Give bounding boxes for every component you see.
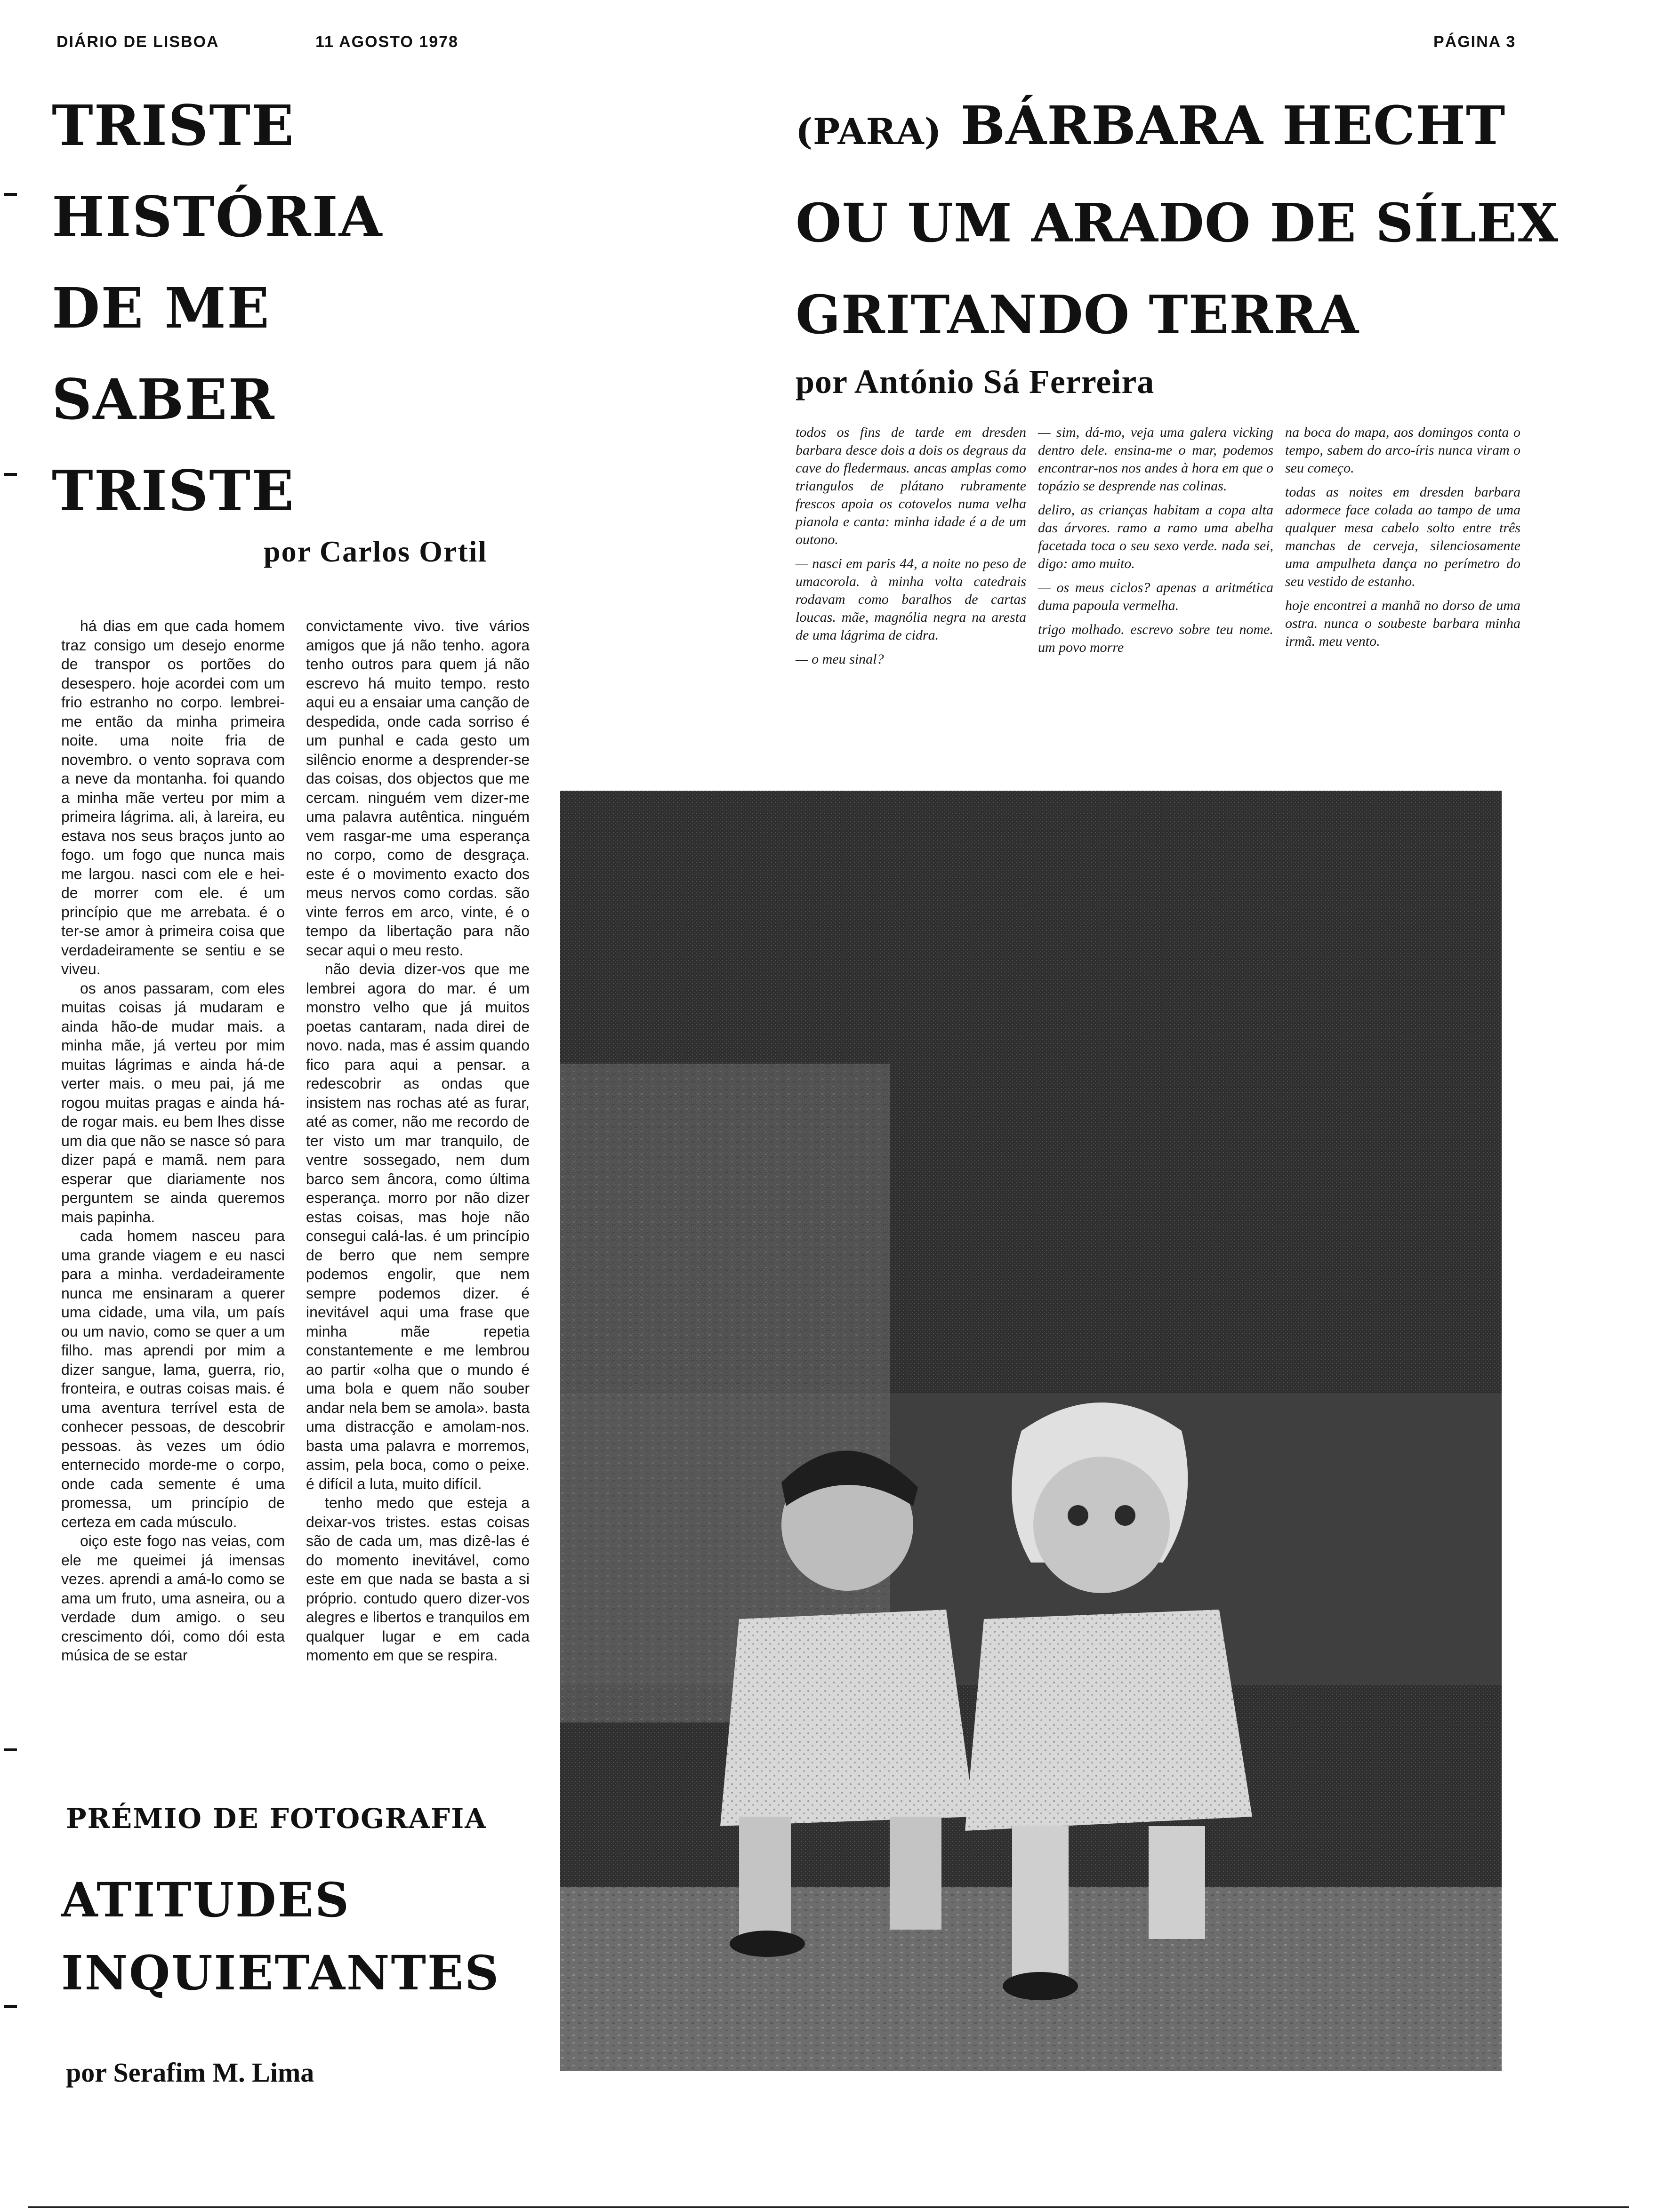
left-title-line: TRISTE xyxy=(52,458,295,523)
right-paragraph: — o meu sinal? xyxy=(796,651,884,667)
masthead-date: 11 AGOSTO 1978 xyxy=(315,33,458,51)
right-paragraph: deliro, as crianças habitam a copa alta das árvores. ramo a ramo uma abelha facetada toca o seu sexo verde. nada sei, digo: amo muito. xyxy=(1038,502,1273,571)
left-paragraph: há dias em que cada homem traz consigo um desejo enorme de transpor os portões do desespero. hoje acordei com um frio estranho no corpo. lembrei-me então da minha primeira noite. uma noite fria de novembro. o vento soprava com a neve da montanha. foi quando a minha mãe verteu por mim a primeira lágrima. ali, à lareira, eu estava nos seus braços junto ao fogo. um fogo que nunca mais me largou. nasci com ele e hei-de morrer com ele. é um princípio que me arrebata. é o ter-se amor à primeira coisa que verdadeiramente se sentiu e se viveu. xyxy=(61,617,285,978)
photo-prize-kicker: PRÉMIO DE FOTOGRAFIA xyxy=(66,1803,487,1835)
right-article-column-2 xyxy=(1038,424,1273,663)
right-paragraph: na boca do mapa, aos domingos conta o tempo, sabem do arco-íris nunca viram o seu começo. xyxy=(1285,425,1520,476)
left-title-line: DE ME xyxy=(52,275,270,341)
left-paragraph: não devia dizer-vos que me lembrei agora do mar. é um monstro velho que já muitos poetas cantaram, nada direi de novo. nada, mas é assim quando fico para aqui a pensar. a redescobrir as ondas que insistem nas rochas até as furar, até as comer, não me recordo de ter visto um mar tranquilo, de ventre sossegado, nem dum barco sem âncora, como última esperança. morro por não dizer estas coisas, mas hoje não consegui calá-las. é um princípio de berro que nem sempre podemos engolir, que nem sempre podemos dizer. é inevitável aqui uma frase que minha mãe repetia constantemente e me lembrou ao partir «olha que o mundo é uma bola e quem não souber andar nela bem se amola». basta uma distracção e amolam-nos. basta uma palavra e morremos, assim, pela boca, como o peixe. é difícil a luta, muito difícil. xyxy=(306,961,530,1492)
photo-left-child-shoe xyxy=(730,1931,805,1957)
photograph-illustration xyxy=(560,791,1502,2071)
photo-prize-title xyxy=(61,1864,579,2010)
photo-article-byline: por Serafim M. Lima xyxy=(66,2057,314,2088)
bottom-rule xyxy=(28,2206,1629,2208)
photo-right-child-shoe xyxy=(1003,1972,1078,2000)
margin-mark xyxy=(4,473,17,476)
left-paragraph: os anos passaram, com eles muitas coisas já mudaram e ainda hão-de mudar mais. a minha mãe, já verteu por mim muitas lágrimas e ainda há-de verter mais. o meu pai, já me rogou muitas pragas e ainda há-de rogar mais. eu bem lhes disse um dia que não se nasce só para dizer papá e mamã. nem para esperar que diariamente nos perguntem se ainda queremos mais papinha. xyxy=(61,979,285,1226)
right-paragraph: todos os fins de tarde em dresden barbara desce dois a dois os degraus da cave do fledermaus. ancas amplas como triangulos de plátano rubramente frescos apoia os cotovelos numa velha pianola e canta: minha idade é a de um outono. xyxy=(796,425,1026,547)
margin-mark xyxy=(4,193,17,196)
left-article-column-2 xyxy=(306,617,530,1665)
right-article-column-3 xyxy=(1285,424,1520,657)
margin-mark xyxy=(4,2005,17,2008)
photo-right-child-leg xyxy=(1012,1826,1069,1977)
right-paragraph: — sim, dá-mo, veja uma galera vicking dentro dele. ensina-me o mar, podemos encontrar-nos nos andes à hora em que o topázio se desprende nas colinas. xyxy=(1038,425,1273,494)
photo-right-child-dress xyxy=(965,1610,1252,1831)
right-title-name: BÁRBARA HECHT xyxy=(960,95,1506,157)
margin-mark xyxy=(4,1748,17,1751)
masthead-paper-name: DIÁRIO DE LISBOA xyxy=(56,33,219,51)
left-article-column-1 xyxy=(61,617,285,1665)
masthead-page-number: PÁGINA 3 xyxy=(1433,33,1516,51)
photo-right-child-eye xyxy=(1115,1505,1135,1526)
left-paragraph: cada homem nasceu para uma grande viagem e eu nasci para a minha. verdadeiramente nunca me ensinaram a querer uma cidade, uma vila, um país ou um navio, como se quer a um filho. mas aprendi por mim a dizer sangue, lama, guerra, rio, fronteira, e outras coisas mais. é uma aventura terrível esta de conhecer pessoas, de descobrir pessoas. às vezes um ódio enternecido morde-me o corpo, onde cada semente é uma promessa, um princípio de certeza em cada músculo. xyxy=(61,1227,285,1531)
left-article-byline: por Carlos Ortil xyxy=(264,535,488,568)
right-paragraph: hoje encontrei a manhã no dorso de uma ostra. nunca o soubeste barbara minha irmã. meu vento. xyxy=(1285,598,1520,649)
photo-left-child-dress xyxy=(720,1610,974,1826)
left-paragraph: oiço este fogo nas veias, com ele me queimei já imensas vezes. aprendi a amá-lo como se ama um fruto, uma asneira, ou a verdade dum amigo. o seu crescimento dói, como dói esta música de se estar xyxy=(61,1532,285,1664)
right-title-line: GRITANDO TERRA xyxy=(796,284,1359,346)
left-paragraph: tenho medo que esteja a deixar-vos tristes. estas coisas são de cada um, mas dizê-las é do momento inevitável, como este em que nada se basta a si próprio. contudo quero dizer-vos alegres e libertos e tranquilos em qualquer lugar e em cada momento em que se respira. xyxy=(306,1494,530,1664)
photo-title-line: ATITUDES xyxy=(61,1872,351,1928)
left-title-line: TRISTE xyxy=(52,93,295,158)
right-title-line: OU UM ARADO DE SÍLEX xyxy=(796,192,1559,254)
right-paragraph: — nasci em paris 44, a noite no peso de umacorola. à minha volta catedrais rodavam como baralhos de cartas loucas. mãe, magnólia negra na aresta de uma lágrima de cidra. xyxy=(796,556,1026,643)
photo-right-child-leg xyxy=(1149,1826,1205,1939)
left-paragraph: convictamente vivo. tive vários amigos que já não tenho. agora tenho outros para quem já não escrevo há muito tempo. resto aqui eu a ensaiar uma canção de despedida, onde cada sorriso é um punhal e cada gesto um silêncio enorme a desprender-se das coisas, dos objectos que me cercam. ninguém vem dizer-me uma palavra autêntica. ninguém vem rasgar-me uma esperança no corpo, como de desgraça. este é o movimento exacto dos meus nervos como cordas. são vinte ferros em arco, vinte, é o tempo da libertação para não secar aqui o meu resto. xyxy=(306,617,530,959)
photograph xyxy=(560,791,1502,2071)
photo-right-child-eye xyxy=(1068,1505,1088,1526)
right-article-title xyxy=(796,80,1615,361)
right-article-column-1 xyxy=(796,424,1026,674)
photo-left-child-leg xyxy=(890,1817,941,1930)
left-title-line: SABER xyxy=(52,367,275,432)
photo-title-line: INQUIETANTES xyxy=(61,1945,500,2001)
left-title-line: HISTÓRIA xyxy=(52,184,383,249)
right-paragraph: trigo molhado. escrevo sobre teu nome. um povo morre xyxy=(1038,622,1273,655)
right-paragraph: todas as noites em dresden barbara adormece face colada ao tampo de uma qualquer mesa cabelo solto entre três manchas de cerveja, silenciosamente uma ampulheta dança no perímetro do seu vestido de estanho. xyxy=(1285,484,1520,589)
right-article-byline: por António Sá Ferreira xyxy=(796,363,1155,401)
photo-left-child-leg xyxy=(739,1817,791,1939)
right-title-prefix: (PARA) xyxy=(796,111,942,152)
photo-right-child-head xyxy=(1033,1457,1170,1593)
left-article-title xyxy=(52,80,546,537)
right-paragraph: — os meus ciclos? apenas a aritmética duma papoula vermelha. xyxy=(1038,580,1273,613)
right-title-line xyxy=(796,80,1615,177)
